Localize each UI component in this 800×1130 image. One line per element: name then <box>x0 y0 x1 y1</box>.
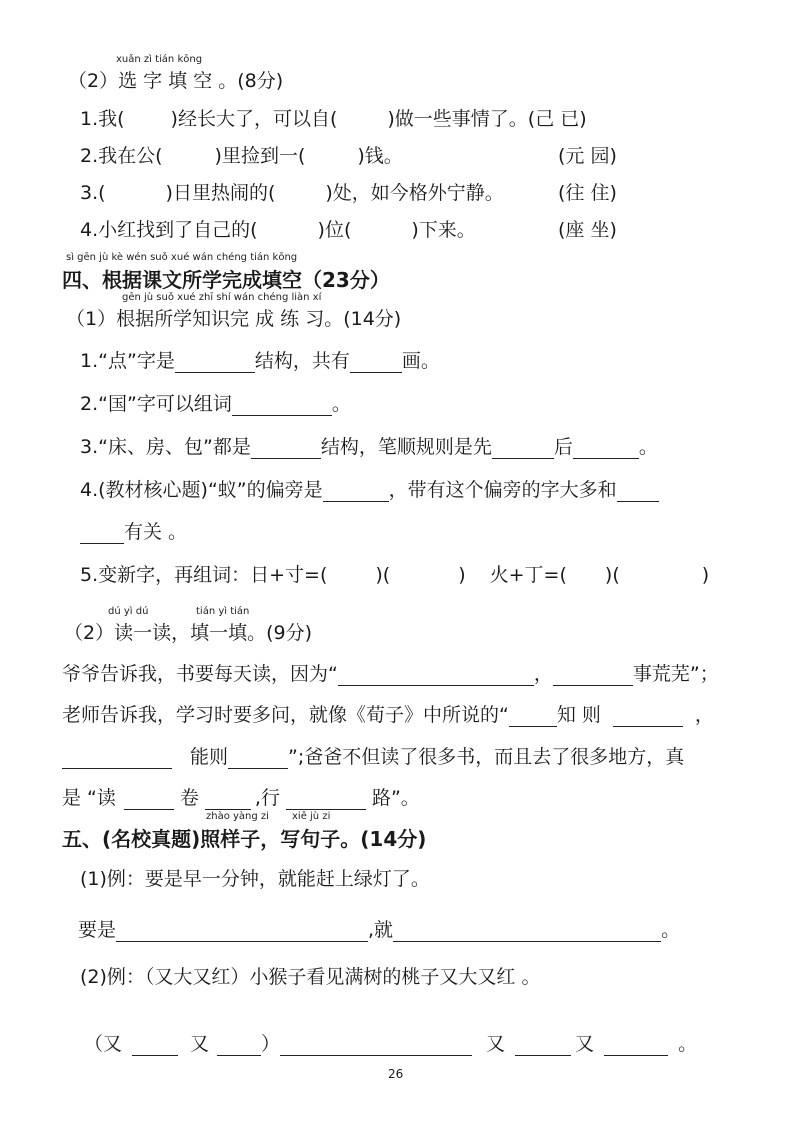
ex2-fill-b: 又 <box>190 1033 210 1055</box>
q5-text-c: ) <box>458 564 466 586</box>
pinyin-sec4-title: sì gēn jù kè wén suǒ xué wán chéng tián kōng <box>66 252 298 263</box>
para-l4-b: 卷 <box>179 787 199 809</box>
section-4-title: 四、根据课文所学完成填空（23分） <box>62 268 390 292</box>
select-item-3-end: )处，如今格外宁静。 <box>325 182 504 204</box>
select-item-3-mid: )日里热闹的( <box>165 182 276 204</box>
q3-text-c: 后 <box>553 436 573 458</box>
para-blank-6[interactable] <box>228 748 288 769</box>
para-blank-8[interactable] <box>205 789 251 810</box>
para-blank-5[interactable] <box>62 748 172 769</box>
question-5 <box>80 560 709 587</box>
q1-text-a: 1.“点”字是 <box>80 350 175 372</box>
pinyin-tianyitian: tián yì tián <box>196 606 250 617</box>
select-item-2 <box>80 141 403 168</box>
select-item-2-mid: )里捡到一( <box>214 145 306 167</box>
ex2-blank-1[interactable] <box>132 1035 178 1056</box>
select-item-3-options: (往 住) <box>558 182 617 204</box>
q5-text-f: ) <box>701 564 710 586</box>
select-item-2-options: (元 园) <box>558 145 617 167</box>
q3-text-a: 3.“床、房、包”都是 <box>80 436 251 458</box>
q5-text-e: )( <box>604 564 620 586</box>
q3-text-d: 。 <box>638 436 658 458</box>
q4-blank-2[interactable] <box>617 481 659 502</box>
ex2-blank-2[interactable] <box>217 1035 261 1056</box>
select-item-2-text: 2.我在公( <box>80 145 163 167</box>
para-line-2 <box>62 700 714 727</box>
pinyin-sec4-part1: gēn jù suǒ xué zhī shí wán chéng liàn xí <box>122 292 322 303</box>
para-l1-c: 事荒芜”； <box>632 663 719 685</box>
para-blank-9[interactable] <box>286 789 366 810</box>
q5-text-b: )( <box>375 564 391 586</box>
q4-text-c: 有关 。 <box>124 521 188 543</box>
select-item-1-mid: )经长大了，可以自( <box>170 108 338 130</box>
q4-text-b: ，带有这个偏旁的字大多和 <box>388 479 617 501</box>
para-blank-7[interactable] <box>124 789 174 810</box>
q3-text-b: 结构，笔顺规则是先 <box>320 436 492 458</box>
para-blank-4[interactable] <box>613 706 683 727</box>
ex2-fill-f: 。 <box>678 1033 698 1055</box>
para-line-1 <box>62 659 719 686</box>
select-item-1-end: )做一些事情了。(己 已) <box>387 108 587 130</box>
ex1-fill-a: 要是 <box>78 919 117 941</box>
q3-blank-3[interactable] <box>573 438 639 459</box>
pinyin-zhaoyangzi: zhào yàng zi <box>206 811 269 822</box>
select-item-2-end: )钱。 <box>357 145 403 167</box>
part-label-select-fill: （2）选 字 填 空 。(8分) <box>68 70 284 92</box>
example-1: (1)例：要是早一分钟，就能赶上绿灯了。 <box>80 868 430 890</box>
q3-blank-2[interactable] <box>492 438 554 459</box>
ex2-blank-5[interactable] <box>604 1035 668 1056</box>
example-2-fill <box>84 1029 697 1056</box>
select-item-4-mid: )位( <box>317 219 352 241</box>
part-label-read-fill: （2）读一读，填一填。(9分) <box>64 622 313 644</box>
example-1-fill <box>78 915 680 942</box>
select-item-1-text: 1.我( <box>80 108 125 130</box>
q2-text-a: 2.“国”字可以组词 <box>80 393 232 415</box>
para-l4-a: 是 “读 <box>62 787 116 809</box>
q4-blank-1[interactable] <box>323 481 389 502</box>
ex2-fill-e: 又 <box>575 1033 595 1055</box>
ex2-blank-3[interactable] <box>280 1035 472 1056</box>
example-2: (2)例：（又大又红）小猴子看见满树的桃子又大又红 。 <box>80 966 541 988</box>
para-l4-d: 路”。 <box>371 787 420 809</box>
pinyin-xuanzitiankong: xuǎn zì tián kōng <box>116 54 203 65</box>
select-item-3 <box>80 178 504 205</box>
ex1-blank-2[interactable] <box>393 921 661 942</box>
para-blank-1[interactable] <box>338 665 534 686</box>
para-line-3 <box>62 742 684 769</box>
q1-blank-1[interactable] <box>175 352 255 373</box>
select-item-4-text: 4.小红找到了自己的( <box>80 219 258 241</box>
ex2-blank-4[interactable] <box>515 1035 571 1056</box>
ex1-blank-1[interactable] <box>116 921 368 942</box>
question-1 <box>80 346 440 373</box>
ex2-fill-d: 又 <box>486 1033 506 1055</box>
select-item-4 <box>80 215 476 242</box>
q1-text-b: 结构，共有 <box>254 350 350 372</box>
select-item-1 <box>80 104 587 131</box>
page-number: 26 <box>388 1067 404 1081</box>
question-4-cont <box>80 517 187 544</box>
part-label-knowledge: （1）根据所学知识完 成 练 习。(14分) <box>66 308 402 330</box>
q4-text-a: 4.(教材核心题)“蚁”的偏旁是 <box>80 479 323 501</box>
q1-blank-2[interactable] <box>350 352 402 373</box>
para-l3-a: 能则 <box>190 746 229 768</box>
section-5-title: 五、(名校真题)照样子，写句子。(14分) <box>62 827 427 851</box>
q5-text-d: 火+丁=( <box>489 564 567 586</box>
q1-text-c: 画。 <box>401 350 440 372</box>
question-4 <box>80 475 659 502</box>
select-item-3-text: 3.( <box>80 182 106 204</box>
para-l1-b: ， <box>533 663 553 685</box>
q3-blank-1[interactable] <box>251 438 321 459</box>
para-l2-b: 知 则 <box>556 704 601 726</box>
question-3 <box>80 432 658 459</box>
ex2-fill-a: （又 <box>84 1033 123 1055</box>
para-l2-a: 老师告诉我，学习时要多问，就像《荀子》中所说的“ <box>62 704 509 726</box>
ex2-fill-c: ） <box>261 1033 281 1055</box>
q2-text-b: 。 <box>331 393 351 415</box>
para-l3-b: ”;爸爸不但读了很多书，而且去了很多地方，真 <box>288 746 685 768</box>
para-l1-a: 爷爷告诉我，书要每天读，因为“ <box>62 663 338 685</box>
select-item-4-end: )下来。 <box>411 219 476 241</box>
q2-blank-1[interactable] <box>232 395 332 416</box>
para-l4-c: ,行 <box>254 787 280 809</box>
q4-blank-3[interactable] <box>80 523 124 544</box>
ex1-fill-c: 。 <box>661 919 681 941</box>
para-line-4 <box>62 783 420 810</box>
ex1-fill-b: ,就 <box>368 919 394 941</box>
para-blank-2[interactable] <box>553 665 633 686</box>
question-2 <box>80 389 351 416</box>
q5-text-a: 5.变新字，再组词：日+寸=( <box>80 564 328 586</box>
select-item-4-options: (座 坐) <box>558 219 617 241</box>
pinyin-xiejuzi: xiě jù zi <box>292 811 331 822</box>
pinyin-duyidu: dú yì dú <box>108 606 149 617</box>
para-blank-3[interactable] <box>509 706 557 727</box>
para-l2-c: ， <box>694 704 714 726</box>
